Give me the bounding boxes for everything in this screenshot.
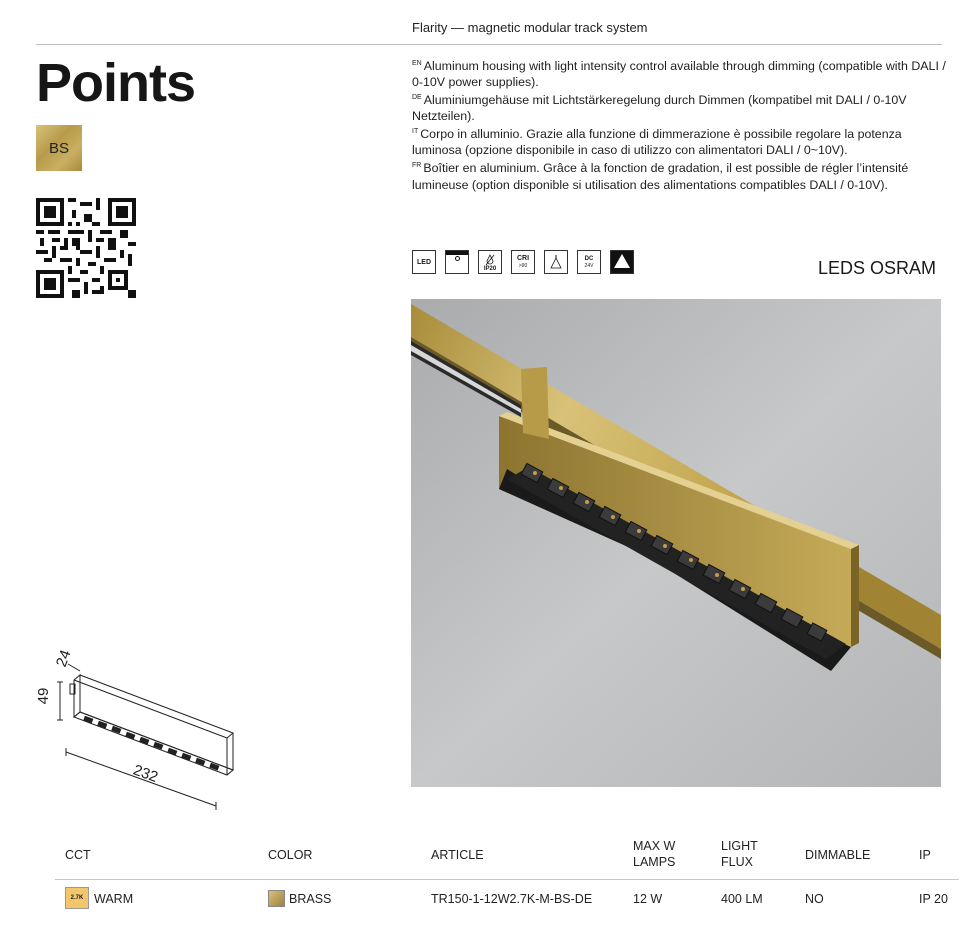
header-light-flux	[721, 838, 758, 870]
cell-max-w: 12 W	[633, 892, 663, 906]
cri-icon	[511, 250, 535, 274]
track-dot	[455, 256, 460, 261]
header-flux-line1: LIGHT	[721, 839, 758, 853]
cell-ip: IP 20	[919, 892, 948, 906]
finish-code: BS	[48, 139, 69, 157]
description-fr	[412, 158, 947, 192]
header-color: COLOR	[268, 848, 313, 862]
ip-icon-label: IP20	[483, 266, 497, 272]
description-text: Aluminum housing with light intensity control available through dimming (compatible with DALI / 0-10V power supplies).	[412, 59, 946, 90]
ip-rating-icon	[478, 250, 502, 274]
feature-icons	[412, 250, 634, 274]
header-cct: CCT	[65, 848, 91, 862]
beam-angle-icon	[610, 250, 634, 274]
dimension-drawing	[30, 640, 240, 810]
dimension-length: 232	[130, 761, 161, 787]
cell-color: BRASS	[289, 892, 332, 906]
product-photo	[411, 299, 941, 787]
dimension-height: 49	[35, 687, 52, 705]
header-divider	[36, 44, 942, 45]
description-text: Boîtier en aluminium. Grâce à la fonction de gradation, il est possible de régler l’intensité lumineuse (option disponible si utilisation des alimentations compatibles DALI / 0-10V).	[412, 161, 909, 192]
header-dimmable: DIMMABLE	[805, 848, 871, 862]
description-it	[412, 124, 947, 158]
lang-code: DE	[412, 94, 422, 102]
cell-flux: 400 LM	[721, 892, 763, 906]
beam-angle-shape	[613, 254, 631, 268]
header-max-w	[633, 838, 675, 870]
table-divider	[55, 879, 959, 880]
lang-code: FR	[412, 162, 422, 170]
catalog-subtitle: Flarity — magnetic modular track system	[412, 20, 648, 35]
cri-label: CRI	[516, 255, 530, 262]
lang-code: IT	[412, 128, 419, 136]
qr-code-icon	[36, 198, 136, 298]
beam-angle-value: 60°	[618, 267, 626, 272]
description-text: Aluminiumgehäuse mit Lichtstärkeregelung durch Dimmen (kompatibel mit DALI / 0-10V Netzteilen).	[412, 93, 907, 124]
track-mount-icon	[445, 250, 469, 274]
leds-brand: LEDS OSRAM	[818, 258, 937, 278]
product-title: Points	[36, 53, 196, 113]
cell-dimmable: NO	[805, 892, 824, 906]
lang-code: EN	[412, 60, 422, 67]
drop-icon	[485, 254, 495, 266]
dc-label: DC	[584, 255, 594, 262]
specs-table	[55, 832, 959, 912]
description-text: Corpo in alluminio. Grazie alla funzione di dimmerazione è possibile regolare la potenza luminosa (opzione disponibile in caso di utilizzo con alimentatori DALI / 0~10V).	[412, 127, 902, 158]
finish-swatch	[36, 125, 82, 171]
cct-badge: 2.7K	[65, 887, 89, 909]
header-ip: IP	[919, 848, 931, 862]
beam-shape	[548, 254, 564, 270]
dc-value: 24V	[584, 262, 594, 269]
led-icon-label: LED	[417, 258, 431, 266]
cell-cct: WARM	[94, 892, 134, 906]
dimension-depth: 24	[52, 647, 75, 670]
header-max-w-line1: MAX W	[633, 839, 676, 853]
header-max-w-line2: LAMPS	[633, 855, 676, 869]
description-en	[412, 56, 947, 90]
description-de	[412, 90, 947, 124]
brass-swatch	[268, 890, 285, 907]
cell-article: TR150-1-12W2.7K-M-BS-DE	[431, 892, 593, 906]
dc-voltage-icon	[577, 250, 601, 274]
cri-value: >90	[518, 263, 528, 269]
header-article: ARTICLE	[431, 848, 484, 862]
header-flux-line2: FLUX	[721, 855, 753, 869]
product-description	[412, 56, 947, 193]
track-bar	[446, 251, 468, 255]
led-icon	[412, 250, 436, 274]
spotlight-icon	[544, 250, 568, 274]
